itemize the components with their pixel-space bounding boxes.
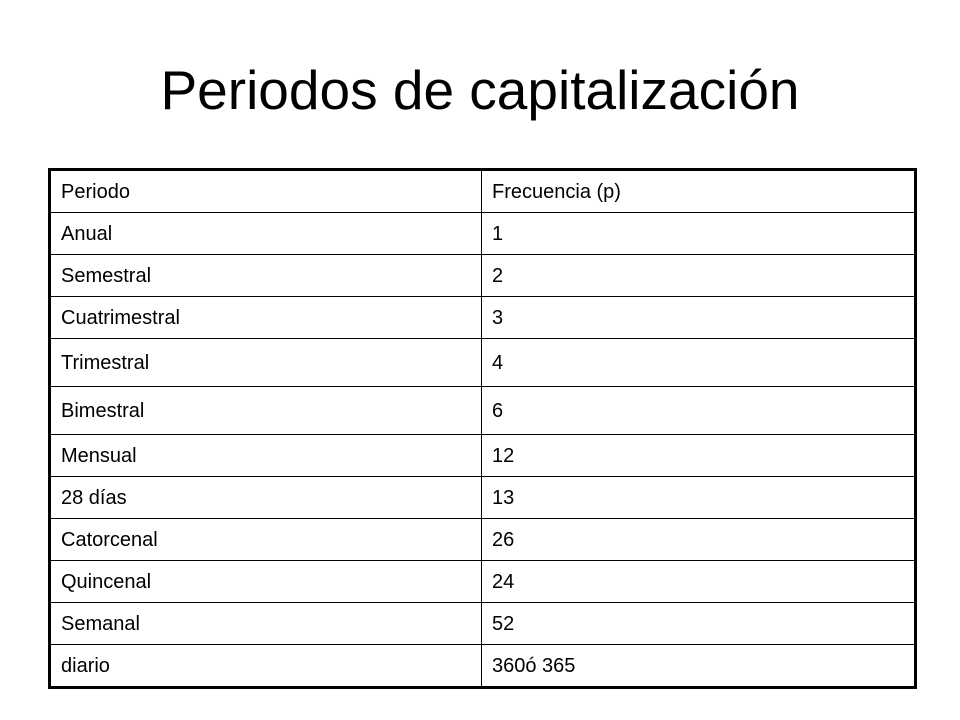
cell-frecuencia: 2	[482, 255, 916, 297]
cell-frecuencia: 3	[482, 297, 916, 339]
table-row	[50, 603, 916, 645]
table-row	[50, 213, 916, 255]
cell-frecuencia: 13	[482, 477, 916, 519]
table-row	[50, 561, 916, 603]
cell-frecuencia: 24	[482, 561, 916, 603]
table-row	[50, 435, 916, 477]
table-row	[50, 339, 916, 387]
table-row	[50, 477, 916, 519]
cell-frecuencia: 12	[482, 435, 916, 477]
table-row	[50, 645, 916, 688]
table-row	[50, 297, 916, 339]
cell-periodo: Catorcenal	[50, 519, 482, 561]
cell-frecuencia: 360ó 365	[482, 645, 916, 688]
slide-title: Periodos de capitalización	[160, 59, 800, 121]
cell-periodo: Quincenal	[50, 561, 482, 603]
header-periodo: Periodo	[50, 170, 482, 213]
cell-periodo: Trimestral	[50, 339, 482, 387]
table-header-row	[50, 170, 916, 213]
cell-frecuencia: 1	[482, 213, 916, 255]
table-row	[50, 519, 916, 561]
table-row	[50, 387, 916, 435]
cell-frecuencia: 52	[482, 603, 916, 645]
cell-periodo: Bimestral	[50, 387, 482, 435]
header-frecuencia: Frecuencia (p)	[482, 170, 916, 213]
cell-periodo: Semanal	[50, 603, 482, 645]
cell-periodo: Anual	[50, 213, 482, 255]
cell-frecuencia: 4	[482, 339, 916, 387]
cell-frecuencia: 26	[482, 519, 916, 561]
capitalization-table	[48, 168, 917, 689]
table-row	[50, 255, 916, 297]
cell-periodo: diario	[50, 645, 482, 688]
cell-periodo: 28 días	[50, 477, 482, 519]
cell-periodo: Mensual	[50, 435, 482, 477]
cell-frecuencia: 6	[482, 387, 916, 435]
cell-periodo: Semestral	[50, 255, 482, 297]
cell-periodo: Cuatrimestral	[50, 297, 482, 339]
